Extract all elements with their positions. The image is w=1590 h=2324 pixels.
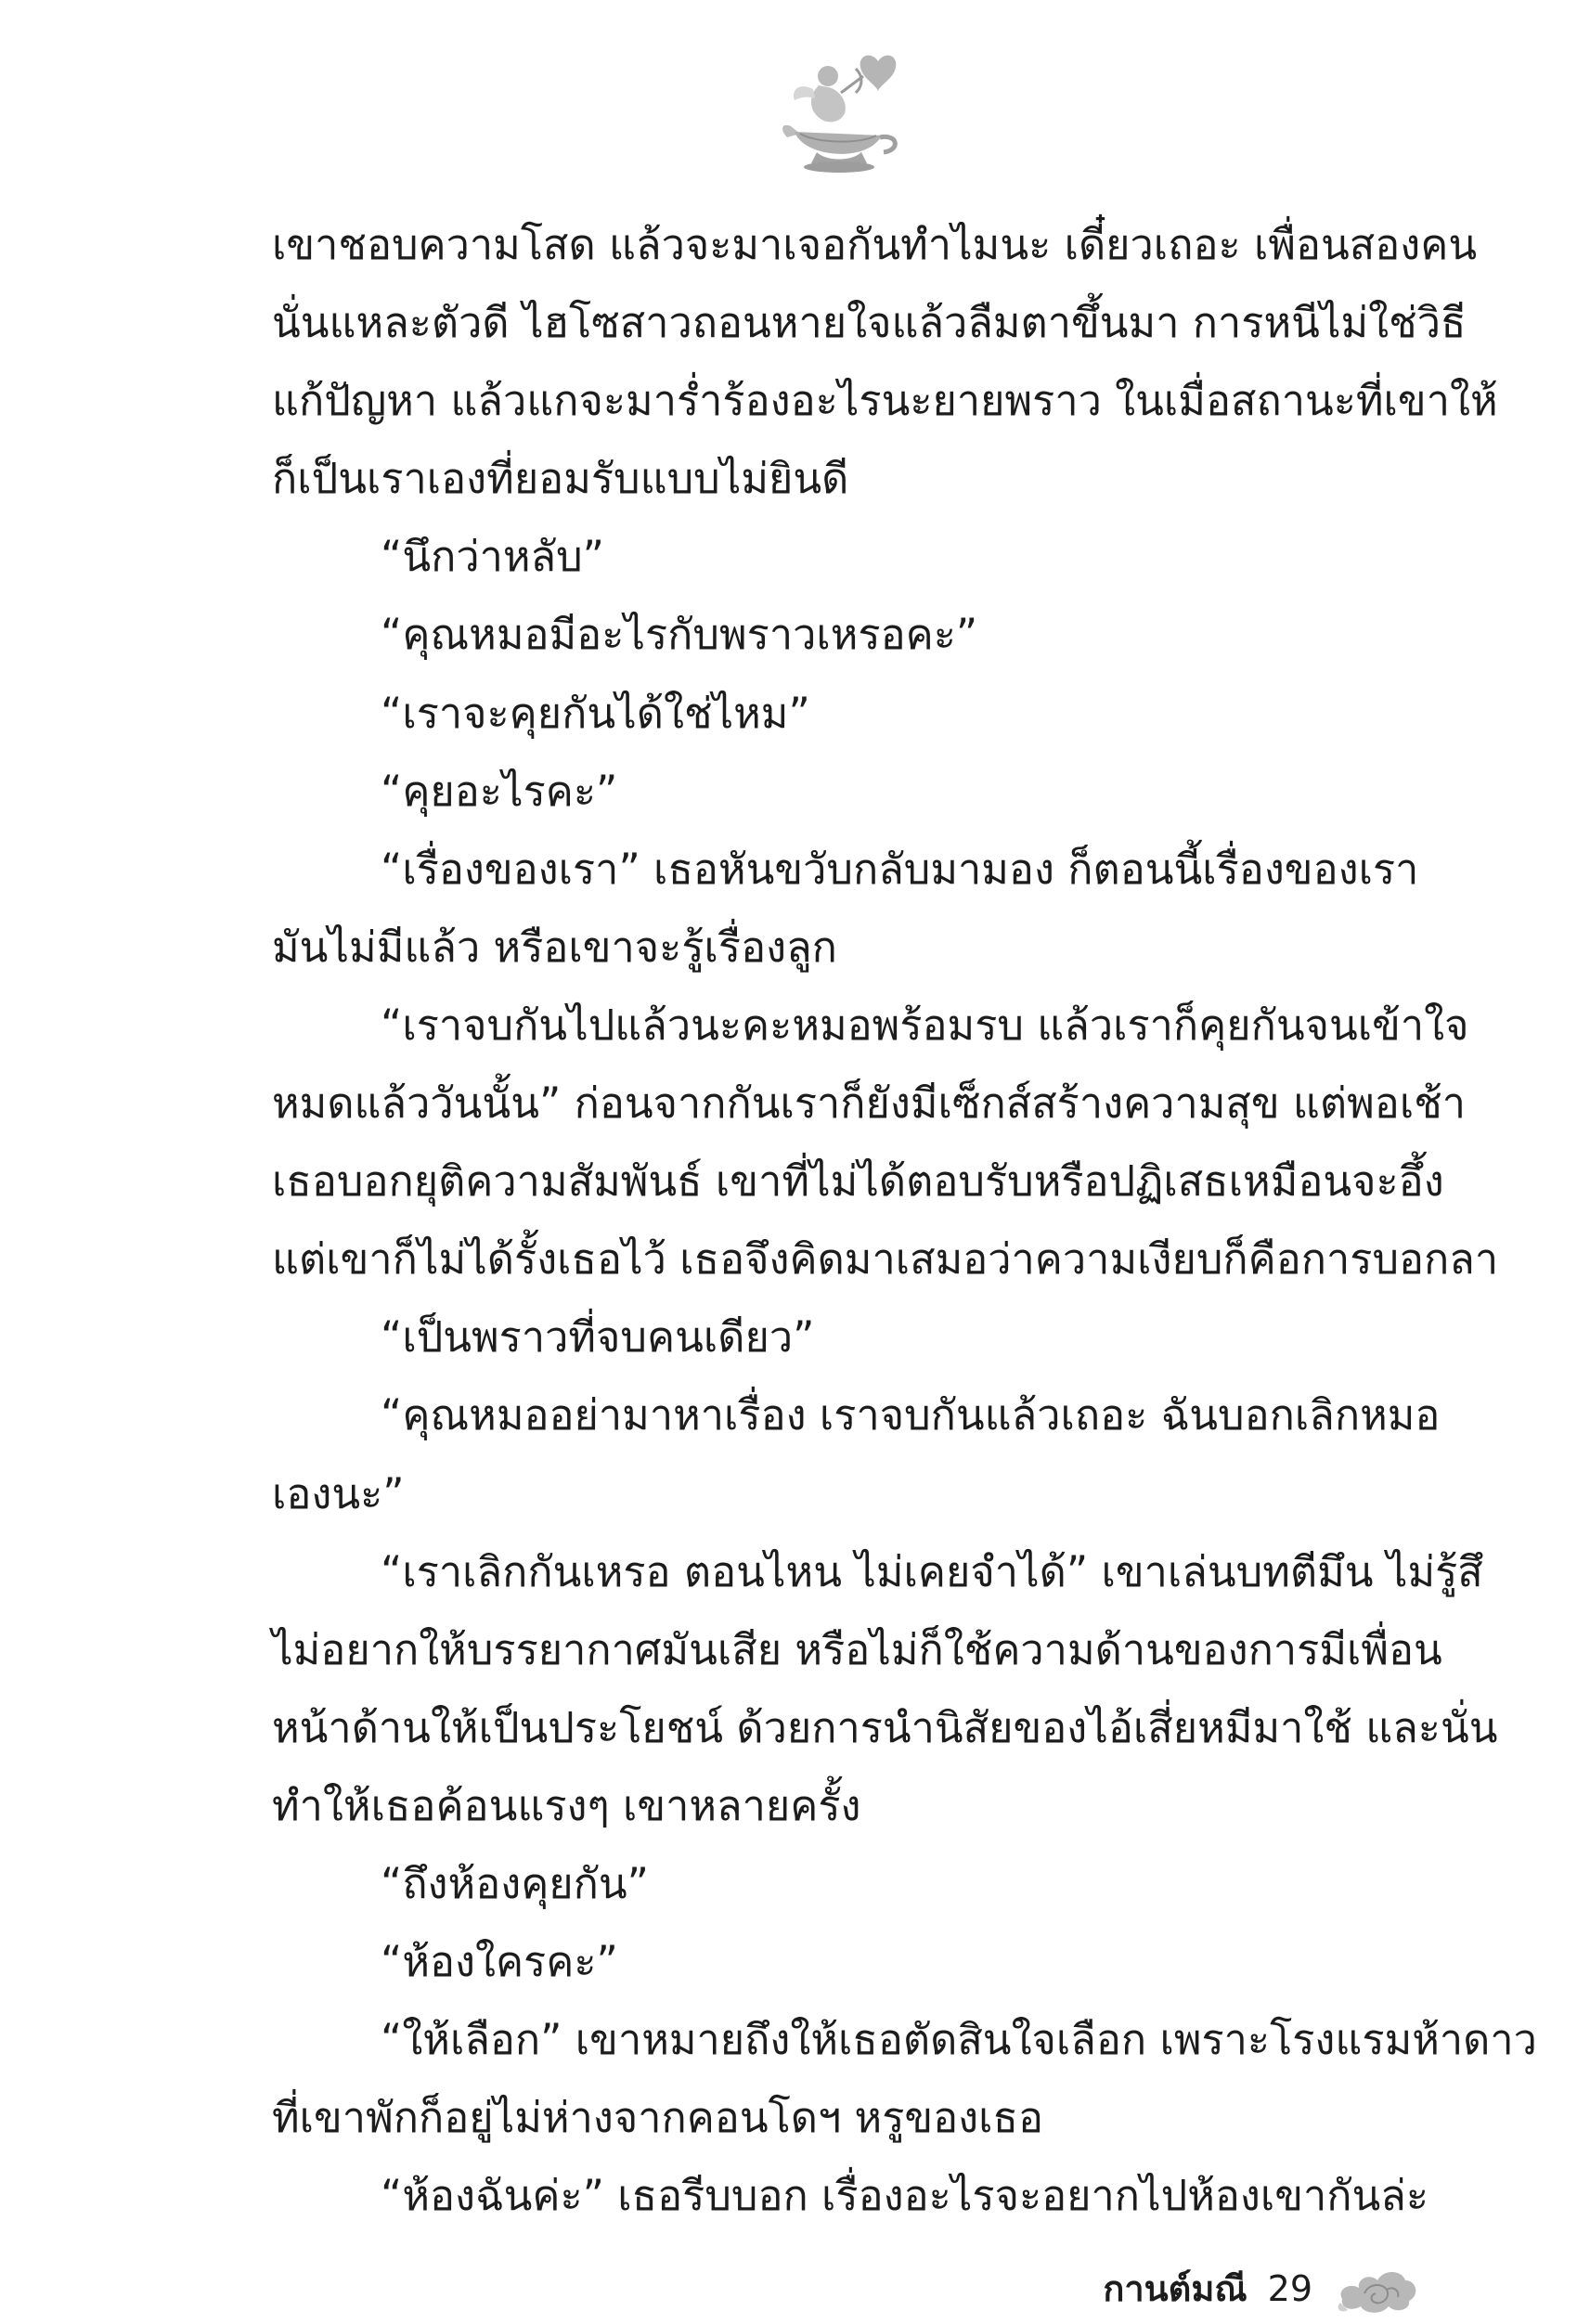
book-title: กานต์มณี	[1103, 2268, 1247, 2309]
text-line: เองนะ”	[272, 1468, 405, 1518]
text-line: “เราจบกันไปแล้วนะคะหมอพร้อมรบ แล้วเราก็คุยกันจนเข้าใจ	[381, 1000, 1469, 1050]
text-line: “ห้องฉันค่ะ” เธอรีบบอก เรื่องอะไรจะอยากไปห้องเขากันล่ะ	[381, 2171, 1429, 2221]
page-footer	[1103, 2260, 1418, 2317]
body-text	[272, 206, 1537, 2235]
text-line: แก้ปัญหา แล้วแกจะมาร่ำร้องอะไรนะยายพราว ในเมื่อสถานะที่เขาให้	[272, 376, 1498, 426]
text-line: “ถึงห้องคุยกัน”	[381, 1858, 649, 1908]
text-line: เธอบอกยุติความสัมพันธ์ เขาที่ไม่ได้ตอบรับหรือปฏิเสธเหมือนจะอึ้ง	[272, 1156, 1444, 1207]
text-line: มันไม่มีแล้ว หรือเขาจะรู้เรื่องลูก	[272, 922, 837, 972]
text-line: “ให้เลือก” เขาหมายถึงให้เธอตัดสินใจเลือก เพราะโรงแรมห้าดาว	[381, 2015, 1537, 2065]
text-line: “คุณหมอมีอะไรกับพราวเหรอคะ”	[381, 610, 978, 660]
rose-icon	[1337, 2262, 1418, 2316]
text-line: “นึกว่าหลับ”	[381, 532, 604, 582]
text-line: หน้าด้านให้เป็นประโยชน์ ด้วยการนำนิสัยของไอ้เสี่ยหมีมาใช้ และนั่น	[272, 1702, 1498, 1752]
text-line: “เป็นพราวที่จบคนเดียว”	[381, 1312, 815, 1362]
text-line: “เราเลิกกันเหรอ ตอนไหน ไม่เคยจำได้” เขาเล่นบทตีมึน ไม่รู้สึ	[381, 1546, 1483, 1596]
text-line: เขาชอบความโสด แล้วจะมาเจอกันทำไมนะ เดี๋ยวเถอะ เพื่อนสองคน	[272, 220, 1478, 269]
text-line: แต่เขาก็ไม่ได้รั้งเธอไว้ เธอจึงคิดมาเสมอว่าความเงียบก็คือการบอกลา	[272, 1234, 1499, 1285]
text-line: “คุยอะไรคะ”	[381, 766, 618, 816]
text-line: ก็เป็นเราเองที่ยอมรับแบบไม่ยินดี	[272, 454, 849, 504]
text-line: นั่นแหละตัวดี ไฮโซสาวถอนหายใจแล้วลืมตาขึ้นมา การหนีไม่ใช่วิธี	[272, 298, 1467, 348]
text-line: หมดแล้ววันนั้น” ก่อนจากกันเราก็ยังมีเซ็กส์สร้างความสุข แต่พอเช้า	[272, 1078, 1467, 1129]
text-line: ไม่อยากให้บรรยากาศมันเสีย หรือไม่ก็ใช้ความด้านของการมีเพื่อน	[272, 1624, 1442, 1674]
text-line: ทำให้เธอค้อนแรงๆ เขาหลายครั้ง	[272, 1780, 861, 1830]
text-line: “เราจะคุยกันได้ใช่ไหม”	[381, 688, 810, 738]
text-line: ที่เขาพักก็อยู่ไม่ห่างจากคอนโดฯ หรูของเธอ	[272, 2093, 1044, 2143]
text-line: “เรื่องของเรา” เธอหันขวับกลับมามอง ก็ตอนนี้เรื่องของเรา	[381, 844, 1419, 894]
page-number: 29	[1267, 2267, 1312, 2309]
cupid-teacup-ornament-icon	[767, 48, 906, 187]
text-line: “ห้องใครคะ”	[381, 1937, 618, 1987]
text-line: “คุณหมออย่ามาหาเรื่อง เราจบกันแล้วเถอะ ฉันบอกเลิกหมอ	[381, 1390, 1441, 1440]
